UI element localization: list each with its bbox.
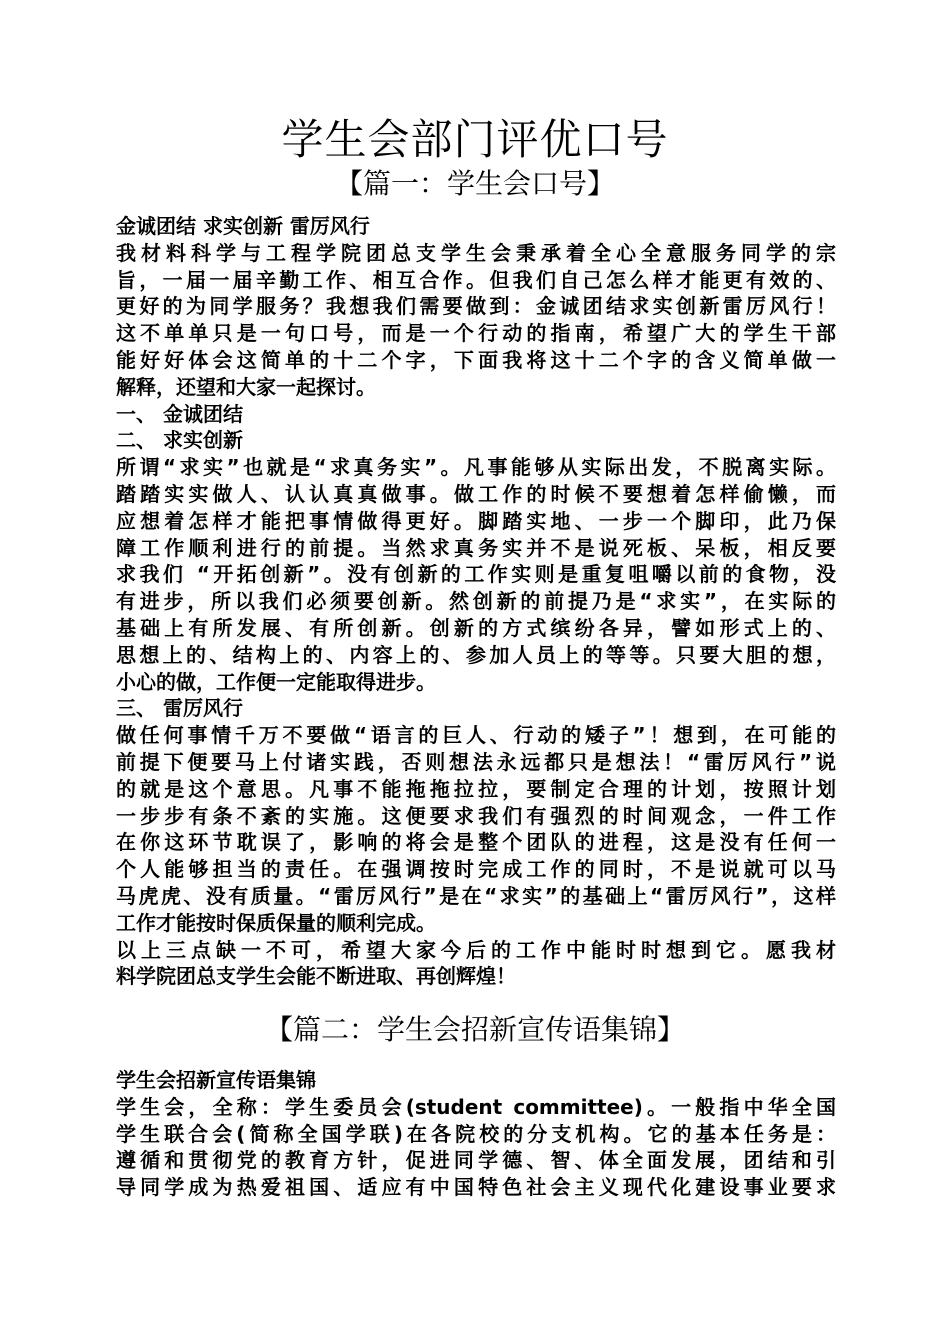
paragraph-line: 学生会，全称：学生委员会(student committee)。一般指中华全国 xyxy=(116,1094,836,1119)
section-item-heading: 二、 求实创新 xyxy=(116,428,243,453)
paragraph-line: 的就是这个意思。凡事不能拖拖拉拉，要制定合理的计划，按照计划 xyxy=(116,776,836,801)
paragraph-line: 工作才能按时保质保量的顺利完成。 xyxy=(116,910,436,935)
paragraph-line: 一步步有条不紊的实施。这便要求我们有强烈的时间观念，一件工作 xyxy=(116,803,836,828)
section-item-heading: 一、 金诚团结 xyxy=(116,401,243,426)
paragraph-line: 有进步，所以我们必须要创新。然创新的前提乃是“求实”，在实际的 xyxy=(116,589,836,614)
paragraph-line: 解释，还望和大家一起探讨。 xyxy=(116,374,376,399)
paragraph-line: 我材料科学与工程学院团总支学生会秉承着全心全意服务同学的宗 xyxy=(116,240,836,265)
paragraph-line: 学生会招新宣传语集锦 xyxy=(116,1068,316,1092)
paragraph-line: 旨，一届一届辛勤工作、相互合作。但我们自己怎么样才能更有效的、 xyxy=(116,267,836,292)
paragraph-line: 思想上的、结构上的、内容上的、参加人员上的等等。只要大胆的想， xyxy=(116,642,836,667)
paragraph-line: 导同学成为热爱祖国、适应有中国特色社会主义现代化建设事业要求 xyxy=(116,1175,836,1200)
paragraph-line: 金诚团结 求实创新 雷厉风行 xyxy=(116,214,370,238)
paragraph-line: 做任何事情千万不要做“语言的巨人、行动的矮子”！想到，在可能的 xyxy=(116,723,836,748)
paragraph-line: 料学院团总支学生会能不断进取、再创辉煌！ xyxy=(116,964,516,989)
section2-body xyxy=(116,1067,836,1201)
paragraph-line: 求我们 “开拓创新”。没有创新的工作实则是重复咀嚼以前的食物，没 xyxy=(116,562,836,587)
paragraph-line: 学生联合会(简称全国学联)在各院校的分支机构。它的基本任务是： xyxy=(116,1121,836,1146)
paragraph-line: 基础上有所发展、有所创新。创新的方式缤纷各异，譬如形式上的、 xyxy=(116,615,836,640)
paragraph-line: 更好的为同学服务？我想我们需要做到：金诚团结求实创新雷厉风行！ xyxy=(116,294,836,319)
paragraph-line: 能好好体会这简单的十二个字，下面我将这十二个字的含义简单做一 xyxy=(116,347,836,372)
paragraph-line: 以上三点缺一不可，希望大家今后的工作中能时时想到它。愿我材 xyxy=(116,937,836,962)
paragraph-line: 遵循和贯彻党的教育方针，促进同学德、智、体全面发展，团结和引 xyxy=(116,1148,836,1173)
paragraph-line: 小心的做，工作便一定能取得进步。 xyxy=(116,669,436,694)
paragraph-line: 在你这环节耽误了，影响的将会是整个团队的进程，这是没有任何一 xyxy=(116,830,836,855)
section1-body xyxy=(116,213,836,990)
paragraph-line: 应想着怎样才能把事情做得更好。脚踏实地、一步一个脚印，此乃保 xyxy=(116,508,836,533)
paragraph-line: 所谓“求实”也就是“求真务实”。凡事能够从实际出发，不脱离实际。 xyxy=(116,455,836,480)
paragraph-line: 踏踏实实做人、认认真真做事。做工作的时候不要想着怎样偷懒，而 xyxy=(116,481,836,506)
paragraph-line: 障工作顺利进行的前提。当然求真务实并不是说死板、呆板，相反要 xyxy=(116,535,836,560)
section1-heading: 【篇一：学生会口号】 xyxy=(334,167,615,200)
section-item-heading: 三、 雷厉风行 xyxy=(116,696,243,721)
paragraph-line: 个人能够担当的责任。在强调按时完成工作的同时，不是说就可以马 xyxy=(116,857,836,882)
paragraph-line: 这不单单只是一句口号，而是一个行动的指南，希望广大的学生干部 xyxy=(116,321,836,346)
document-title: 学生会部门评优口号 xyxy=(281,115,669,164)
paragraph-line: 马虎虎、没有质量。“雷厉风行”是在“求实”的基础上“雷厉风行”，这样 xyxy=(116,883,836,908)
section2-heading: 【篇二：学生会招新宣传语集锦】 xyxy=(264,1013,685,1046)
paragraph-line: 前提下便要马上付诸实践，否则想法永远都只是想法！“雷厉风行”说 xyxy=(116,749,836,774)
